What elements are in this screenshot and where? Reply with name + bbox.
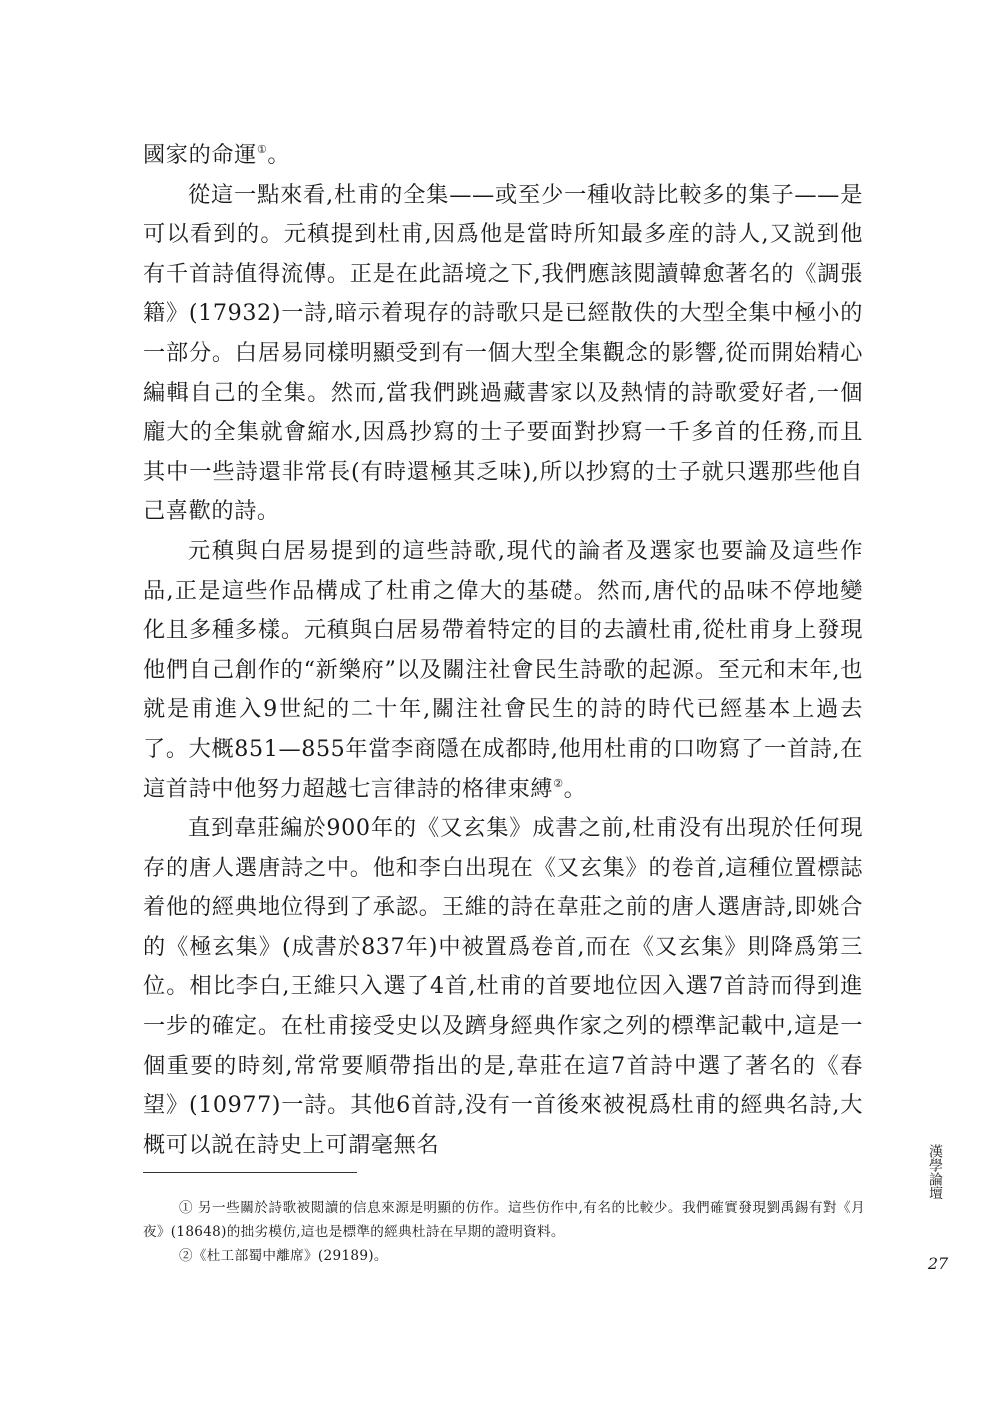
paragraph-tail: 。 xyxy=(563,775,587,802)
running-head: 漢學論壇 xyxy=(927,1144,943,1200)
paragraph-text: 元稹與白居易提到的這些詩歌,現代的論者及選家也要論及這些作品,正是這些作品構成了杜甫之偉大的基礎。然而,唐代的品味不停地變化且多種多樣。元稹與白居易帶着特定的目的去讀杜甫,從杜甫身上發現他們自己創作的“新樂府”以及關注社會民生詩歌的起源。至元和末年,也就是甫進入9世紀的二十年,關注社會民生的詩的時代已經基本上過去了。大概851—855年當李商隱在成都時,他用杜甫的口吻寫了一首詩,在這首詩中他努力超越七言律詩的格律束縛 xyxy=(143,537,863,802)
paragraph-3 xyxy=(143,532,863,809)
footnote-divider xyxy=(143,1172,357,1173)
footnote-ref-2[interactable]: ② xyxy=(553,776,564,790)
footnote-ref-1[interactable]: ① xyxy=(256,143,268,156)
footnotes xyxy=(143,1196,865,1268)
paragraph-4: 直到韋莊編於900年的《又玄集》成書之前,杜甫没有出現於任何現存的唐人選唐詩之中。他和李白出現在《又玄集》的卷首,這種位置標誌着他的經典地位得到了承認。王維的詩在韋莊之前的唐人選唐詩,即姚合的《極玄集》(成書於837年)中被置爲卷首,而在《又玄集》則降爲第三位。相比李白,王維只入選了4首,杜甫的首要地位因入選7首詩而得到進一步的確定。在杜甫接受史以及躋身經典作家之列的標準記載中,這是一個重要的時刻,常常要順帶指出的是,韋莊在這7首詩中選了著名的《春望》(10977)一詩。其他6首詩,没有一首後來被視爲杜甫的經典名詩,大概可以説在詩史上可謂毫無名 xyxy=(143,815,863,1158)
paragraph-text: 國家的命運 xyxy=(143,142,257,168)
body-text xyxy=(143,136,863,1165)
page-number: 27 xyxy=(927,1254,949,1273)
footnote-1: ① 另一些關於詩歌被閲讀的信息來源是明顯的仿作。這些仿作中,有名的比較少。我們確實發現劉禹錫有對《月夜》(18648)的拙劣模仿,這也是標準的經典杜詩在早期的證明資料。 xyxy=(143,1200,865,1240)
footnote-2: ②《杜工部蜀中離席》(29189)。 xyxy=(179,1248,388,1264)
paragraph-2: 從這一點來看,杜甫的全集——或至少一種收詩比較多的集子——是可以看到的。元稹提到杜甫,因爲他是當時所知最多産的詩人,又説到他有千首詩值得流傳。正是在此語境之下,我們應該閲讀韓愈著名的《調張籍》(17932)一詩,暗示着現存的詩歌只是已經散佚的大型全集中極小的一部分。白居易同樣明顯受到有一個大型全集觀念的影響,從而開始精心編輯自己的全集。然而,當我們跳過藏書家以及熱情的詩歌愛好者,一個龐大的全集就會縮水,因爲抄寫的士子要面對抄寫一千多首的任務,而且其中一些詩還非常長(有時還極其乏味),所以抄寫的士子就只選那些他自己喜歡的詩。 xyxy=(143,181,863,525)
paragraph-1 xyxy=(143,136,863,176)
paragraph-tail: 。 xyxy=(267,142,291,168)
